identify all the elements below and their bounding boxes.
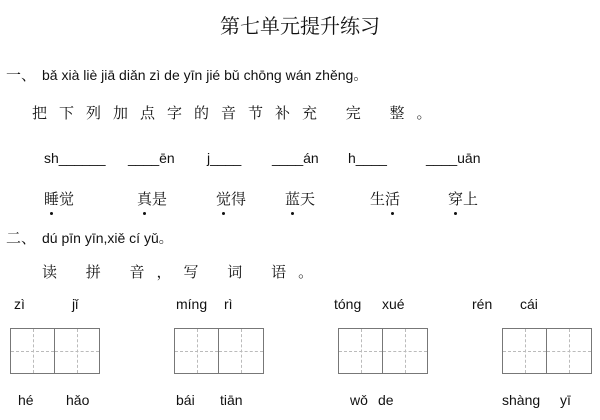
dotted-word-3: 觉得	[216, 190, 247, 208]
writing-cell[interactable]	[339, 329, 383, 373]
pinyin-label: rì	[224, 296, 233, 312]
dotted-word-2: 真是	[137, 190, 168, 208]
dotted-word-1: 睡觉	[44, 190, 75, 208]
dotted-word-6: 穿上	[448, 190, 479, 208]
page-title: 第七单元提升练习	[220, 14, 380, 38]
blank-item-1[interactable]: sh______	[44, 150, 106, 166]
pinyin-label: cái	[520, 296, 538, 312]
writing-cell[interactable]	[383, 329, 427, 373]
pinyin-label: zì	[14, 296, 25, 312]
blank-item-3[interactable]: j____	[207, 150, 242, 166]
dotted-word-5: 生活	[370, 190, 401, 208]
pinyin-label: míng	[176, 296, 208, 312]
blank-item-6[interactable]: ____uān	[426, 150, 481, 166]
pinyin-label: tiān	[220, 392, 243, 408]
blank-item-4[interactable]: ____án	[272, 150, 319, 166]
question-2-instruction: 读 拼 音，写 词 语。	[42, 263, 326, 281]
pinyin-label: jǐ	[72, 296, 79, 312]
pinyin-label: bái	[176, 392, 195, 408]
writing-cell[interactable]	[11, 329, 55, 373]
blank-item-5[interactable]: h____	[348, 150, 387, 166]
pinyin-label: wǒ	[350, 392, 368, 408]
pinyin-label: xué	[382, 296, 405, 312]
pinyin-label: tóng	[334, 296, 362, 312]
pinyin-label: shàng	[502, 392, 541, 408]
writing-grid-1[interactable]	[10, 328, 100, 374]
question-2-pinyin: dú pīn yīn,xiě cí yǔ。	[42, 230, 173, 246]
pinyin-label: hǎo	[66, 392, 90, 408]
writing-cell[interactable]	[175, 329, 219, 373]
writing-grid-4[interactable]	[502, 328, 592, 374]
pinyin-label: de	[378, 392, 394, 408]
writing-cell[interactable]	[55, 329, 99, 373]
question-1-pinyin: bǎ xià liè jiā diǎn zì de yīn jié bǔ chōng wán zhěng。	[42, 67, 368, 83]
pinyin-label: yī	[560, 392, 571, 408]
question-1-instruction: 把下列加点字的音节补充 完 整。	[32, 104, 444, 122]
pinyin-label: rén	[472, 296, 493, 312]
blank-item-2[interactable]: ____ēn	[128, 150, 175, 166]
writing-grid-2[interactable]	[174, 328, 264, 374]
question-2-number: 二、	[6, 229, 37, 247]
writing-cell[interactable]	[503, 329, 547, 373]
question-1-number: 一、	[6, 66, 37, 84]
writing-cell[interactable]	[547, 329, 591, 373]
writing-cell[interactable]	[219, 329, 263, 373]
writing-grid-3[interactable]	[338, 328, 428, 374]
pinyin-label: hé	[18, 392, 34, 408]
dotted-word-4: 蓝天	[285, 190, 316, 208]
